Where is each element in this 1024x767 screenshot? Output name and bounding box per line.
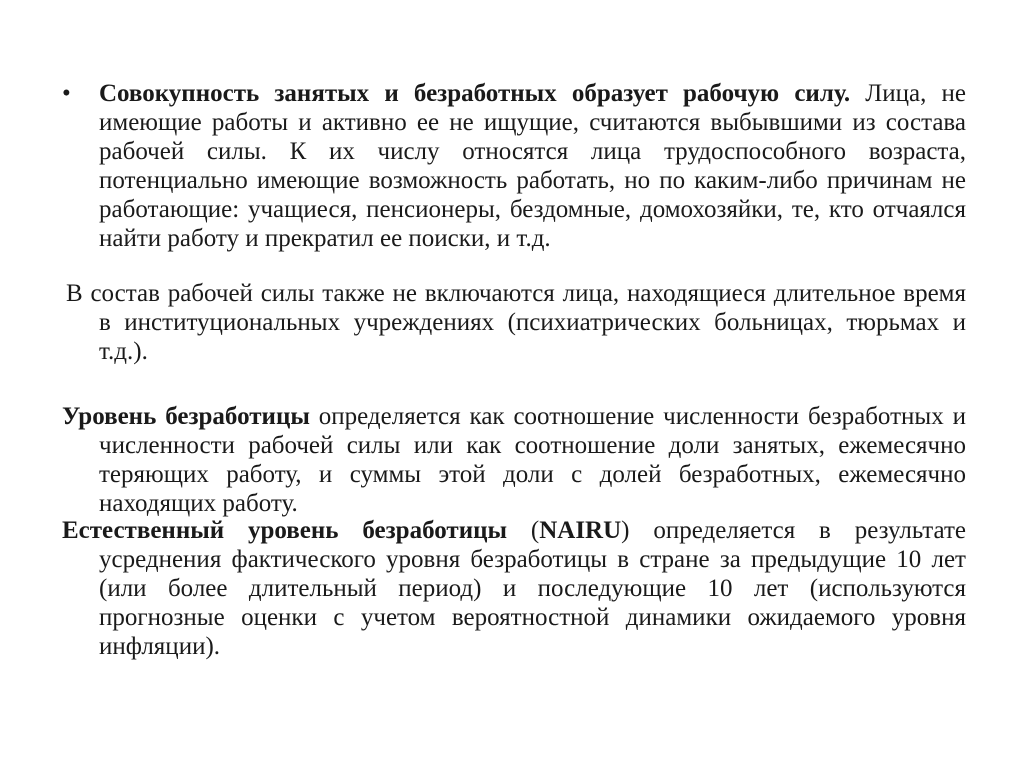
paragraph-body: определяется как соотношение численности безработных и численности рабочей силы или как соотношение доли занятых, ежемесячно теряющих работу, и суммы этой доли с долей безработных, ежемесячно находящих работу.: [99, 403, 966, 517]
bullet-icon: •: [62, 80, 71, 107]
paragraph-body-prefix: (: [507, 517, 540, 544]
paragraph-institutional: [62, 279, 966, 366]
paragraph-body: В состав рабочей силы также не включаются лица, находящиеся длительное время в институциональных учреждениях (психиатрических больницах, тюрьмах и т.д.).: [66, 280, 966, 365]
paragraph-body: ) определяется в результате усреднения фактического уровня безработицы в стране за предыдущие 10 лет (или более длительный период) и последующие 10 лет (используются прогнозные оценки с учетом вероятностной динамики ожидаемого уровня инфляции).: [99, 517, 966, 660]
paragraph-body: Лица, не имеющие работы и активно ее не ищущие, считаются выбывшими из состава рабочей силы. К их числу относятся лица трудоспособного возраста, потенциально имеющие возможность работать, но по каким-либо причинам не работающие: учащиеся, пенсионеры, бездомные, домохозяйки, те, кто отчаялся найти работу и прекратил ее поиски, и т.д.: [99, 80, 966, 252]
paragraph-labor-force: [62, 79, 966, 253]
paragraph-bold-lead: Естественный уровень безработицы: [62, 517, 508, 544]
paragraph-bold-lead: Уровень безработицы: [62, 403, 310, 430]
nairu-term: NAIRU: [539, 517, 622, 544]
paragraph-natural-rate: [62, 516, 966, 661]
paragraph-bold-lead: Совокупность занятых и безработных образует рабочую силу.: [99, 80, 851, 107]
paragraph-unemployment-rate: [62, 402, 966, 518]
